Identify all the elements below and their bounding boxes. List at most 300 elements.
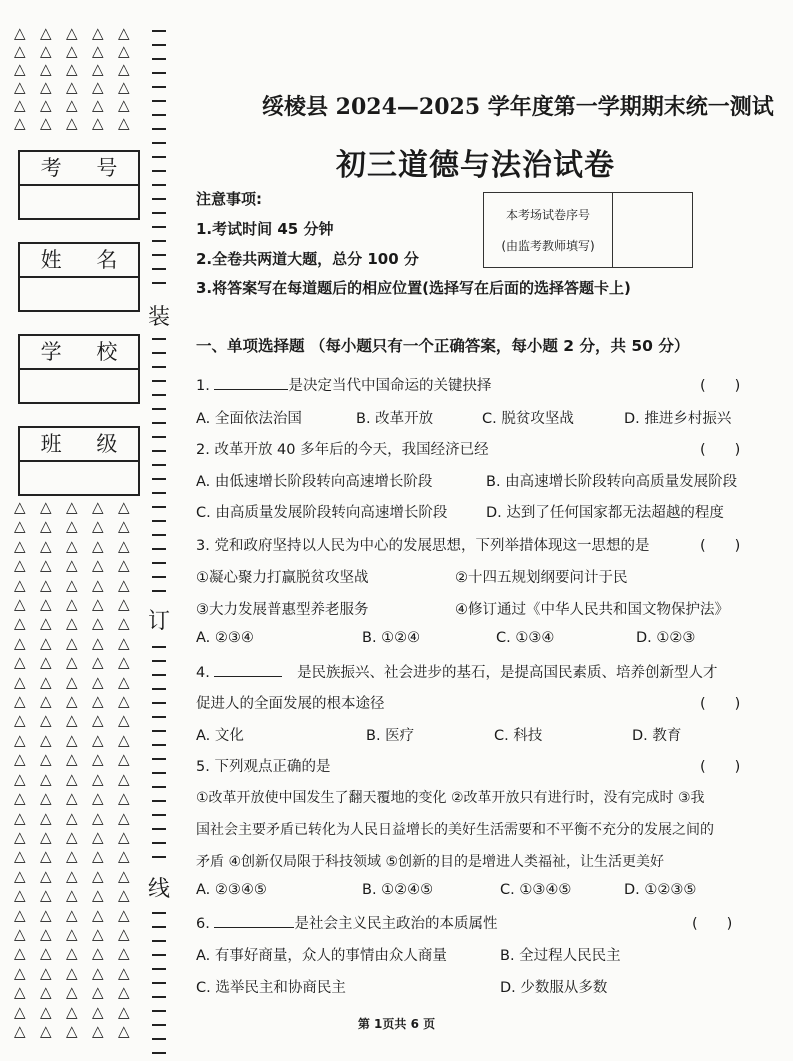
binding-dash — [152, 520, 166, 522]
question-2: 2. 改革开放 40 多年后的今天，我国经济已经 — [196, 442, 489, 458]
triangle-mark: △ — [14, 575, 26, 594]
triangle-mark: △ — [92, 556, 104, 575]
triangle-mark: △ — [14, 866, 26, 885]
binding-margin — [0, 0, 190, 1061]
triangle-mark: △ — [118, 24, 130, 42]
triangle-mark: △ — [92, 24, 104, 42]
exam-number-label: 考 号 — [20, 152, 138, 186]
triangle-mark: △ — [92, 517, 104, 536]
triangle-mark: △ — [40, 1021, 52, 1040]
triangle-mark: △ — [14, 808, 26, 827]
triangle-mark: △ — [118, 963, 130, 982]
notes-title: 注意事项: — [196, 190, 262, 208]
q3-answer-paren[interactable]: ( ) — [700, 538, 741, 554]
triangle-mark: △ — [40, 808, 52, 827]
triangle-mark: △ — [40, 114, 52, 132]
binding-dash — [152, 240, 166, 242]
binding-dash — [152, 338, 166, 340]
triangle-mark: △ — [14, 983, 26, 1002]
triangle-mark: △ — [118, 595, 130, 614]
binding-dash — [152, 184, 166, 186]
triangle-mark: △ — [14, 963, 26, 982]
class-box — [18, 426, 140, 496]
triangle-mark: △ — [66, 653, 78, 672]
triangle-mark: △ — [118, 944, 130, 963]
triangle-mark: △ — [66, 944, 78, 963]
triangle-mark: △ — [40, 963, 52, 982]
triangle-mark: △ — [66, 750, 78, 769]
binding-dash — [152, 800, 166, 802]
triangle-mark: △ — [66, 96, 78, 114]
triangle-mark: △ — [14, 692, 26, 711]
binding-dash — [152, 212, 166, 214]
q5-statements-line-3: 矛盾 ④创新仅局限于科技领域 ⑤创新的目的是增进人类福祉，让生活更美好 — [196, 854, 665, 870]
triangle-mark: △ — [14, 114, 26, 132]
exam-title: 初三道德与法治试卷 — [336, 148, 615, 183]
triangle-mark: △ — [14, 924, 26, 943]
q2-answer-paren[interactable]: ( ) — [700, 442, 741, 458]
page-footer: 第 1页共 6 页 — [357, 1017, 436, 1031]
binding-dash — [152, 408, 166, 410]
triangle-mark: △ — [14, 769, 26, 788]
triangle-mark: △ — [118, 983, 130, 1002]
triangle-mark: △ — [66, 24, 78, 42]
triangle-mark: △ — [118, 556, 130, 575]
q5-option-b: B. ①②④⑤ — [362, 882, 434, 898]
triangle-mark: △ — [40, 905, 52, 924]
binding-dash — [152, 842, 166, 844]
triangle-mark: △ — [118, 827, 130, 846]
q1-answer-paren[interactable]: ( ) — [700, 378, 741, 394]
triangle-mark: △ — [14, 614, 26, 633]
triangle-mark: △ — [40, 672, 52, 691]
triangle-mark: △ — [40, 886, 52, 905]
binding-dash — [152, 268, 166, 270]
triangle-mark: △ — [14, 498, 26, 516]
binding-dash — [152, 534, 166, 536]
school-box — [18, 334, 140, 404]
triangle-mark: △ — [40, 730, 52, 749]
question-4 — [196, 661, 718, 682]
binding-dash — [152, 954, 166, 956]
triangle-mark: △ — [66, 556, 78, 575]
triangle-mark: △ — [66, 595, 78, 614]
q3-statement-2: ②十四五规划纲要问计于民 — [455, 570, 628, 586]
triangle-mark: △ — [40, 769, 52, 788]
binding-dash — [152, 856, 166, 858]
class-field[interactable] — [20, 462, 138, 494]
binding-dash — [152, 450, 166, 452]
name-box — [18, 242, 140, 312]
triangle-mark: △ — [92, 96, 104, 114]
triangle-mark: △ — [66, 924, 78, 943]
triangle-mark: △ — [14, 24, 26, 42]
triangle-mark: △ — [118, 672, 130, 691]
binding-dash — [152, 576, 166, 578]
q2-option-a: A. 由低速增长阶段转向高速增长阶段 — [196, 474, 433, 490]
triangle-mark: △ — [92, 769, 104, 788]
triangle-mark: △ — [118, 808, 130, 827]
triangle-mark: △ — [118, 498, 130, 516]
binding-word-zhuang: 装 — [148, 296, 170, 335]
binding-dash — [152, 436, 166, 438]
triangle-mark: △ — [66, 963, 78, 982]
q3-statement-1: ①凝心聚力打赢脱贫攻坚战 — [196, 570, 369, 586]
triangle-mark: △ — [40, 498, 52, 516]
note-item: 2.全卷共两道大题，总分 100 分 — [196, 250, 419, 268]
binding-dash — [152, 506, 166, 508]
triangle-mark: △ — [14, 60, 26, 78]
binding-dash — [152, 394, 166, 396]
binding-dash — [152, 254, 166, 256]
triangle-mark: △ — [92, 42, 104, 60]
binding-dash — [152, 58, 166, 60]
triangle-mark: △ — [66, 730, 78, 749]
q5-option-a: A. ②③④⑤ — [196, 882, 267, 898]
binding-dash — [152, 940, 166, 942]
triangle-mark: △ — [66, 536, 78, 555]
triangle-mark: △ — [66, 614, 78, 633]
triangle-mark: △ — [92, 847, 104, 866]
binding-dash — [152, 590, 166, 592]
binding-dash — [152, 156, 166, 158]
binding-dash — [152, 380, 166, 382]
triangle-mark: △ — [14, 517, 26, 536]
binding-dash — [152, 44, 166, 46]
triangle-mark: △ — [66, 114, 78, 132]
q6-option-b: B. 全过程人民民主 — [500, 948, 621, 964]
triangle-mark: △ — [66, 1021, 78, 1040]
q4-option-d: D. 教育 — [632, 728, 682, 744]
q2-option-c: C. 由高质量发展阶段转向高速增长阶段 — [196, 505, 448, 521]
triangle-mark: △ — [66, 847, 78, 866]
triangle-mark: △ — [118, 96, 130, 114]
q1-option-b: B. 改革开放 — [356, 411, 434, 427]
exam-number-box — [18, 150, 140, 220]
triangle-mark: △ — [66, 769, 78, 788]
school-label: 学 校 — [20, 336, 138, 370]
binding-dash — [152, 198, 166, 200]
q2-option-b: B. 由高速增长阶段转向高质量发展阶段 — [486, 474, 738, 490]
triangle-mark: △ — [118, 653, 130, 672]
triangle-mark: △ — [92, 575, 104, 594]
binding-dash — [152, 660, 166, 662]
triangle-mark: △ — [14, 905, 26, 924]
binding-dash — [152, 492, 166, 494]
triangle-mark: △ — [118, 692, 130, 711]
triangle-pattern-bottom — [14, 498, 144, 1041]
q6-option-a: A. 有事好商量，众人的事情由众人商量 — [196, 948, 447, 964]
triangle-mark: △ — [40, 60, 52, 78]
q6-number: 6. — [196, 916, 210, 932]
triangle-mark: △ — [92, 498, 104, 516]
q3-option-c: C. ①③④ — [496, 630, 555, 646]
binding-dash — [152, 366, 166, 368]
q4-option-c: C. 科技 — [494, 728, 543, 744]
triangle-mark: △ — [14, 730, 26, 749]
binding-dash — [152, 30, 166, 32]
triangle-mark: △ — [14, 96, 26, 114]
triangle-mark: △ — [66, 633, 78, 652]
q4-option-a: A. 文化 — [196, 728, 244, 744]
section-title: 一、单项选择题 （每小题只有一个正确答案，每小题 2 分，共 50 分） — [196, 337, 690, 355]
triangle-mark: △ — [118, 730, 130, 749]
triangle-mark: △ — [92, 886, 104, 905]
triangle-mark: △ — [118, 1002, 130, 1021]
binding-dash — [152, 142, 166, 144]
triangle-mark: △ — [92, 963, 104, 982]
binding-dash — [152, 982, 166, 984]
exam-header: 绥棱县 2024—2025 学年度第一学期期末统一测试 — [262, 94, 774, 120]
triangle-mark: △ — [40, 96, 52, 114]
triangle-mark: △ — [14, 711, 26, 730]
triangle-mark: △ — [92, 595, 104, 614]
q6-blank[interactable] — [214, 913, 294, 928]
triangle-mark: △ — [118, 78, 130, 96]
triangle-mark: △ — [14, 556, 26, 575]
triangle-mark: △ — [66, 692, 78, 711]
class-label: 班 级 — [20, 428, 138, 462]
binding-dash — [152, 464, 166, 466]
triangle-mark: △ — [92, 944, 104, 963]
triangle-mark: △ — [40, 614, 52, 633]
triangle-mark: △ — [66, 983, 78, 1002]
triangle-mark: △ — [118, 711, 130, 730]
triangle-mark: △ — [14, 750, 26, 769]
triangle-mark: △ — [40, 536, 52, 555]
binding-dash — [152, 758, 166, 760]
triangle-mark: △ — [14, 944, 26, 963]
triangle-mark: △ — [40, 983, 52, 1002]
binding-dash — [152, 352, 166, 354]
triangle-mark: △ — [66, 672, 78, 691]
triangle-mark: △ — [92, 1002, 104, 1021]
triangle-mark: △ — [66, 789, 78, 808]
triangle-mark: △ — [92, 114, 104, 132]
binding-dash — [152, 1038, 166, 1040]
name-field[interactable] — [20, 278, 138, 310]
question-3: 3. 党和政府坚持以人民为中心的发展思想，下列举措体现这一思想的是 — [196, 538, 650, 554]
triangle-mark: △ — [118, 769, 130, 788]
triangle-mark: △ — [118, 789, 130, 808]
triangle-mark: △ — [40, 692, 52, 711]
triangle-mark: △ — [92, 78, 104, 96]
binding-dash — [152, 744, 166, 746]
binding-dash — [152, 646, 166, 648]
triangle-mark: △ — [118, 847, 130, 866]
binding-dash — [152, 912, 166, 914]
triangle-mark: △ — [14, 78, 26, 96]
q1-option-c: C. 脱贫攻坚战 — [482, 411, 574, 427]
triangle-mark: △ — [92, 614, 104, 633]
triangle-mark: △ — [14, 672, 26, 691]
seat-number-note: (由监考教师填写) — [501, 239, 595, 253]
question-1 — [196, 374, 491, 395]
triangle-mark: △ — [118, 60, 130, 78]
triangle-mark: △ — [40, 595, 52, 614]
binding-dash — [152, 702, 166, 704]
triangle-mark: △ — [92, 730, 104, 749]
triangle-mark: △ — [118, 614, 130, 633]
triangle-mark: △ — [92, 1021, 104, 1040]
binding-dash — [152, 72, 166, 74]
q5-option-d: D. ①②③⑤ — [624, 882, 697, 898]
binding-dash — [152, 996, 166, 998]
triangle-mark: △ — [66, 808, 78, 827]
binding-dash — [152, 968, 166, 970]
q5-option-c: C. ①③④⑤ — [500, 882, 572, 898]
triangle-mark: △ — [40, 827, 52, 846]
triangle-mark: △ — [66, 711, 78, 730]
triangle-mark: △ — [40, 633, 52, 652]
triangle-mark: △ — [92, 827, 104, 846]
binding-dash — [152, 1010, 166, 1012]
triangle-mark: △ — [40, 1002, 52, 1021]
binding-dash — [152, 100, 166, 102]
triangle-mark: △ — [92, 672, 104, 691]
triangle-mark: △ — [66, 866, 78, 885]
triangle-mark: △ — [118, 905, 130, 924]
triangle-mark: △ — [92, 60, 104, 78]
triangle-mark: △ — [40, 750, 52, 769]
q1-number: 1. — [196, 378, 210, 394]
q6-answer-paren[interactable]: ( ) — [692, 916, 733, 932]
binding-dash — [152, 786, 166, 788]
q4-answer-paren[interactable]: ( ) — [700, 696, 741, 712]
triangle-mark: △ — [92, 633, 104, 652]
q3-statement-3: ③大力发展普惠型养老服务 — [196, 602, 369, 618]
triangle-mark: △ — [14, 595, 26, 614]
q4-option-b: B. 医疗 — [366, 728, 415, 744]
triangle-mark: △ — [92, 789, 104, 808]
triangle-mark: △ — [66, 78, 78, 96]
triangle-mark: △ — [66, 60, 78, 78]
triangle-mark: △ — [40, 847, 52, 866]
triangle-mark: △ — [14, 42, 26, 60]
triangle-mark: △ — [92, 808, 104, 827]
seat-number-field[interactable] — [613, 193, 692, 267]
note-item: 3.将答案写在每道题后的相应位置(选择写在后面的选择答题卡上) — [196, 279, 631, 297]
binding-dash — [152, 772, 166, 774]
triangle-mark: △ — [92, 653, 104, 672]
q4-text-cont: 促进人的全面发展的根本途径 — [196, 696, 385, 712]
triangle-mark: △ — [40, 653, 52, 672]
q3-statement-4: ④修订通过《中华人民共和国文物保护法》 — [455, 602, 729, 618]
triangle-mark: △ — [66, 575, 78, 594]
question-5: 5. 下列观点正确的是 — [196, 759, 331, 775]
binding-dash — [152, 226, 166, 228]
triangle-mark: △ — [92, 866, 104, 885]
q3-option-b: B. ①②④ — [362, 630, 421, 646]
triangle-mark: △ — [40, 924, 52, 943]
binding-dash — [152, 674, 166, 676]
triangle-mark: △ — [92, 983, 104, 1002]
triangle-mark: △ — [118, 517, 130, 536]
q1-option-d: D. 推进乡村振兴 — [624, 411, 732, 427]
triangle-mark: △ — [118, 575, 130, 594]
triangle-mark: △ — [40, 866, 52, 885]
triangle-mark: △ — [14, 886, 26, 905]
triangle-mark: △ — [118, 536, 130, 555]
triangle-mark: △ — [66, 886, 78, 905]
triangle-mark: △ — [118, 924, 130, 943]
triangle-mark: △ — [14, 789, 26, 808]
triangle-pattern-top — [14, 24, 144, 132]
q4-blank[interactable] — [214, 662, 282, 677]
triangle-mark: △ — [118, 114, 130, 132]
note-item: 1.考试时间 45 分钟 — [196, 220, 334, 238]
triangle-mark: △ — [66, 517, 78, 536]
q3-option-a: A. ②③④ — [196, 630, 254, 646]
q6-option-d: D. 少数服从多数 — [500, 980, 608, 996]
triangle-mark: △ — [92, 905, 104, 924]
q5-statements-line-2: 国社会主要矛盾已转化为人民日益增长的美好生活需要和不平衡不充分的发展之间的 — [196, 822, 714, 838]
triangle-mark: △ — [40, 556, 52, 575]
binding-dash — [152, 128, 166, 130]
binding-word-xian: 线 — [148, 868, 170, 907]
binding-dash — [152, 114, 166, 116]
triangle-mark: △ — [118, 42, 130, 60]
triangle-mark: △ — [40, 517, 52, 536]
binding-dash — [152, 478, 166, 480]
triangle-mark: △ — [66, 1002, 78, 1021]
seat-number-labels — [484, 193, 613, 267]
binding-dash — [152, 282, 166, 284]
triangle-mark: △ — [40, 789, 52, 808]
q5-statements-line-1: ①改革开放使中国发生了翻天覆地的变化 ②改革开放只有进行时，没有完成时 ③我 — [196, 790, 705, 806]
triangle-mark: △ — [66, 498, 78, 516]
triangle-mark: △ — [66, 905, 78, 924]
binding-dash — [152, 170, 166, 172]
triangle-mark: △ — [14, 1002, 26, 1021]
triangle-mark: △ — [40, 711, 52, 730]
triangle-mark: △ — [14, 1021, 26, 1040]
triangle-mark: △ — [40, 24, 52, 42]
triangle-mark: △ — [14, 536, 26, 555]
triangle-mark: △ — [14, 847, 26, 866]
seat-number-label: 本考场试卷序号 — [505, 208, 590, 222]
binding-dash — [152, 1052, 166, 1054]
triangle-mark: △ — [92, 711, 104, 730]
binding-word-ding: 订 — [148, 600, 170, 639]
school-field[interactable] — [20, 370, 138, 402]
q5-answer-paren[interactable]: ( ) — [700, 759, 741, 775]
binding-dash — [152, 828, 166, 830]
binding-dash — [152, 814, 166, 816]
triangle-mark: △ — [118, 633, 130, 652]
binding-dash — [152, 562, 166, 564]
triangle-mark: △ — [40, 575, 52, 594]
triangle-mark: △ — [40, 944, 52, 963]
triangle-mark: △ — [118, 866, 130, 885]
binding-dash — [152, 926, 166, 928]
triangle-mark: △ — [92, 750, 104, 769]
triangle-mark: △ — [14, 653, 26, 672]
binding-dash — [152, 422, 166, 424]
q4-number: 4. — [196, 665, 210, 681]
q3-option-d: D. ①②③ — [636, 630, 696, 646]
triangle-mark: △ — [40, 78, 52, 96]
triangle-mark: △ — [92, 692, 104, 711]
triangle-mark: △ — [92, 924, 104, 943]
triangle-mark: △ — [14, 633, 26, 652]
triangle-mark: △ — [14, 827, 26, 846]
q1-blank[interactable] — [214, 375, 288, 390]
exam-number-field[interactable] — [20, 186, 138, 218]
q1-text: 是决定当代中国命运的关键抉择 — [288, 378, 492, 394]
binding-dash — [152, 548, 166, 550]
q2-option-d: D. 达到了任何国家都无法超越的程度 — [486, 505, 724, 521]
